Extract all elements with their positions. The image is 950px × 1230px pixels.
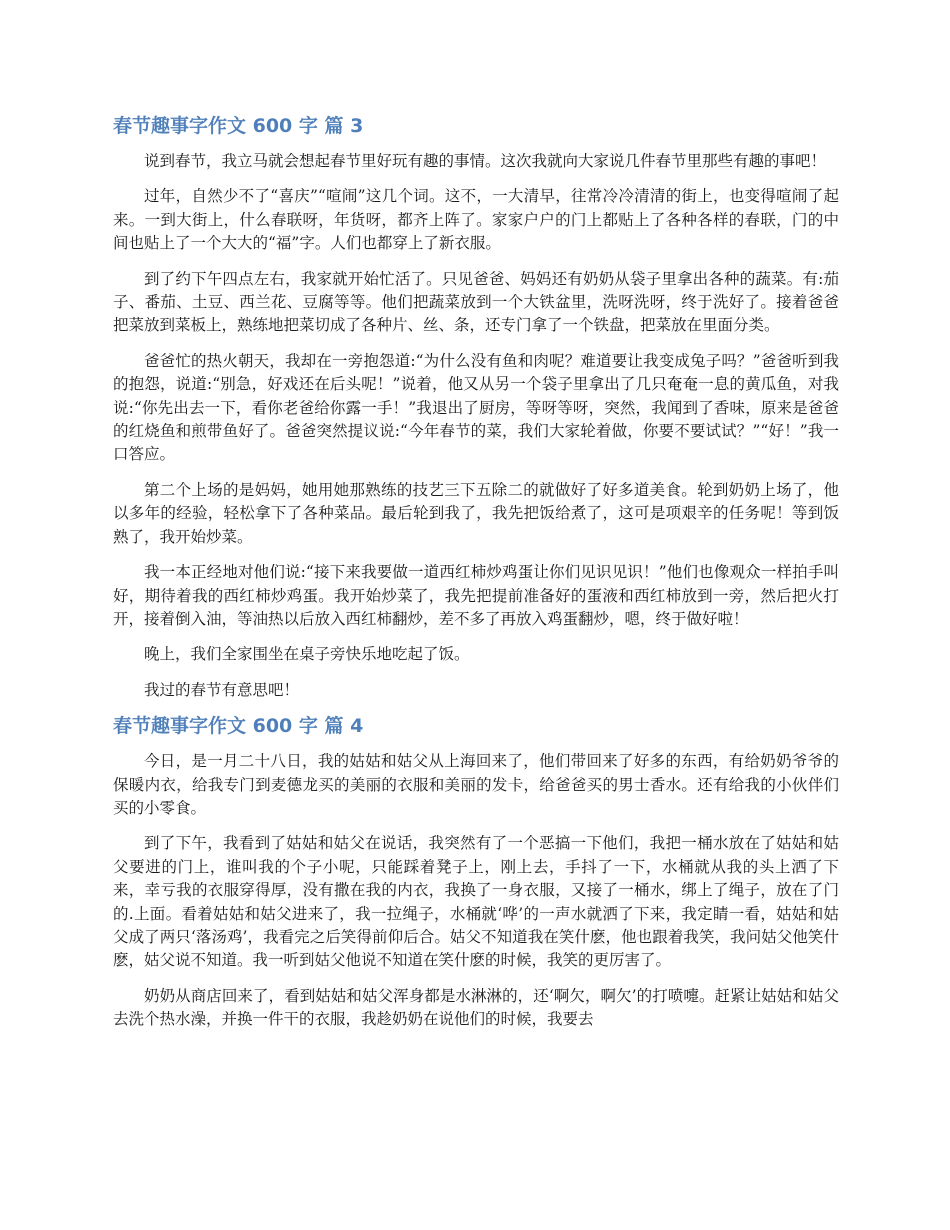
section-3-paragraph-7: 晚上，我们全家围坐在桌子旁快乐地吃起了饭。 — [144, 645, 470, 664]
section-4-paragraph-3: 奶奶从商店回来了，看到姑姑和姑父浑身都是水淋淋的，还‘啊欠，啊欠’的打喷嚏。赶紧让姑姑和姑父去洗个热水澡，并换一件干的衣服，我趁奶奶在说他们的时候，我要去 — [113, 986, 839, 1029]
section-4-paragraph-1: 今日，是一月二十八日，我的姑姑和姑父从上海回来了，他们带回来了好多的东西，有给奶奶爷爷的保暖内衣，给我专门到麦德龙买的美丽的衣服和美丽的发卡，给爸爸买的男士香水。还有给我的小伙伴们买的小零食。 — [113, 752, 839, 817]
document-page — [113, 112, 839, 1032]
section-3-paragraph-1: 说到春节，我立马就会想起春节里好玩有趣的事情。这次我就向大家说几件春节里那些有趣的事吧！ — [144, 152, 827, 170]
section-3-paragraph-8: 我过的春节有意思吧！ — [144, 680, 300, 699]
section-3-paragraph-3: 到了约下午四点左右，我家就开始忙活了。只见爸爸、妈妈还有奶奶从袋子里拿出各种的蔬菜。有:茄子、番茄、土豆、西兰花、豆腐等等。他们把蔬菜放到一个大铁盆里，洗呀洗呀，终于洗好了。接着爸爸把菜放到菜板上，熟练地把菜切成了各种片、丝、条，还专门拿了一个铁盘，把菜放在里面分类。 — [113, 269, 839, 335]
section-4 — [113, 712, 839, 1031]
section-3-paragraph-4: 爸爸忙的热火朝天，我却在一旁抱怨道:“为什么没有鱼和肉呢？难道要让我变成兔子吗？”爸爸听到我的抱怨，说道:“别急，好戏还在后头呢！”说着，他又从另一个袋子里拿出了几只奄奄一息的黄瓜鱼，对我说:“你先出去一下，看你老爸给你露一手！”我退出了厨房，等呀等呀，突然，我闻到了香味，原来是爸爸的红烧鱼和煎带鱼好了。爸爸突然提议说:“今年春节的菜，我们大家轮着做，你要不要试试？”“好！”我一口答应。 — [113, 351, 839, 464]
section-3-title: 春节趣事字作文 600 字 篇 3 — [113, 115, 364, 137]
section-4-paragraph-2: 到了下午，我看到了姑姑和姑父在说话，我突然有了一个恶搞一下他们，我把一桶水放在了姑姑和姑父要进的门上，谁叫我的个子小呢，只能踩着凳子上，刚上去，手抖了一下，水桶就从我的头上洒了下来，幸亏我的衣服穿得厚，没有撒在我的内衣，我换了一身衣服，又接了一桶水，绑上了绳子，放在了门的.上面。看着姑姑和姑父进来了，我一拉绳子，水桶就‘哗’的一声水就洒了下来，我定睛一看，姑姑和姑父成了两只‘落汤鸡’，我看完之后笑得前仰后合。姑父不知道我在笑什麽，他也跟着我笑，我问姑父他笑什麽，姑父说不知道。我一听到姑父他说不知道在笑什麽的时候，我笑的更厉害了。 — [113, 834, 839, 970]
section-4-title: 春节趣事字作文 600 字 篇 4 — [113, 715, 364, 738]
section-3-paragraph-5: 第二个上场的是妈妈，她用她那熟练的技艺三下五除二的就做好了好多道美食。轮到奶奶上场了，他以多年的经验，轻松拿下了各种菜品。最后轮到我了，我先把饭给煮了，这可是项艰辛的任务呢！等到饭熟了，我开始炒菜。 — [113, 480, 839, 546]
section-3-paragraph-6: 我一本正经地对他们说:“接下来我要做一道西红柿炒鸡蛋让你们见识见识！”他们也像观众一样拍手叫好，期待着我的西红柿炒鸡蛋。我开始炒菜了，我先把提前准备好的蛋液和西红柿放到一旁，然后把火打开，接着倒入油，等油热以后放入西红柿翻炒，差不多了再放入鸡蛋翻炒，嗯，终于做好啦！ — [113, 563, 839, 628]
section-3-paragraph-2: 过年，自然少不了“喜庆”“喧闹”这几个词。这不，一大清早，往常冷冷清清的街上，也变得喧闹了起来。一到大街上，什么春联呀，年货呀，都齐上阵了。家家户户的门上都贴上了各种各样的春联，门的中间也贴上了一个大大的“福”字。人们也都穿上了新衣服。 — [113, 187, 839, 253]
